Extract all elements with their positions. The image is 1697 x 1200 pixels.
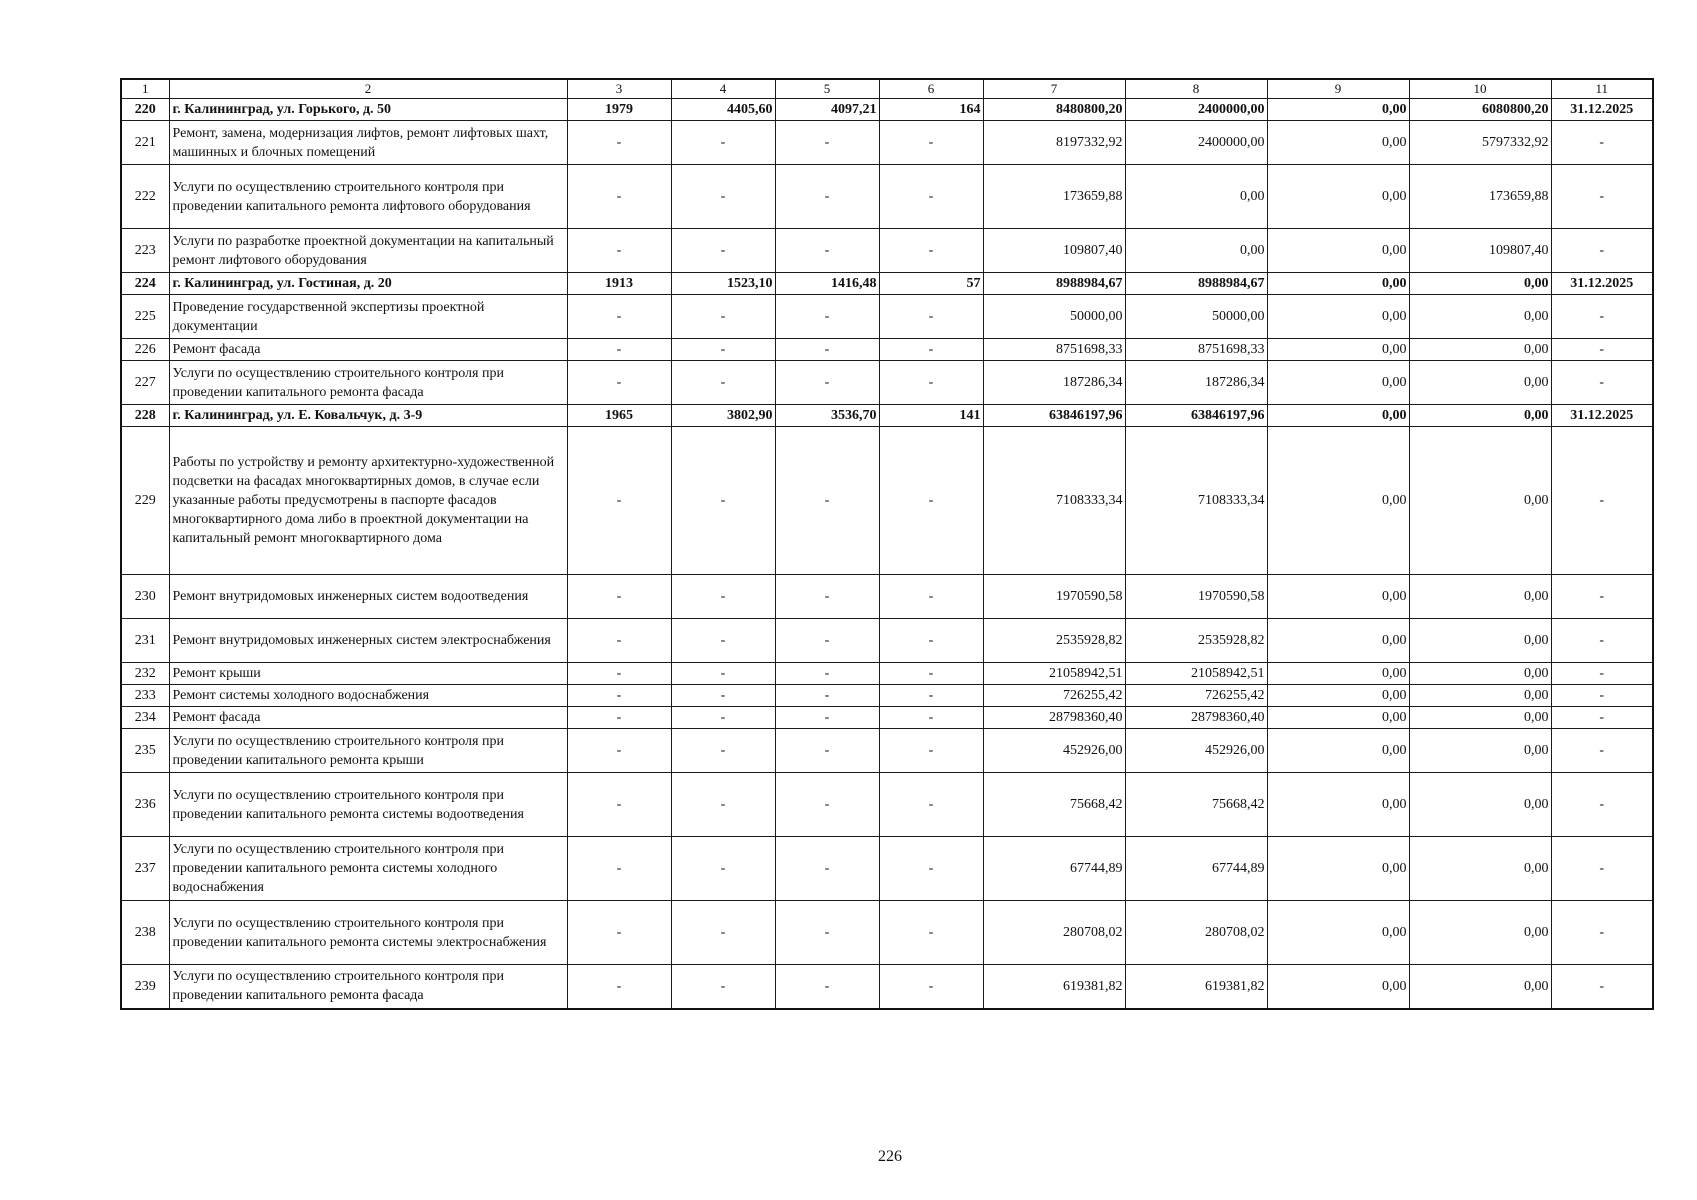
- budget-cost-cell: 0,00: [1267, 339, 1409, 361]
- fund-cost-cell: 28798360,40: [1125, 707, 1267, 729]
- work-item-row: [121, 619, 1653, 663]
- budget-cost-cell: 0,00: [1267, 729, 1409, 773]
- page-number: 226: [878, 1148, 902, 1165]
- column-number: 6: [879, 79, 983, 99]
- fund-cost-cell: 7108333,34: [1125, 427, 1267, 575]
- residential-area-cell: -: [775, 707, 879, 729]
- fund-cost-cell: 75668,42: [1125, 773, 1267, 837]
- column-number: 5: [775, 79, 879, 99]
- residents-count-cell: -: [879, 427, 983, 575]
- build-year-cell: -: [567, 295, 671, 339]
- work-description-cell: Услуги по осуществлению строительного контроля при проведении капитального ремонта фасада: [169, 361, 567, 405]
- residential-area-cell: -: [775, 901, 879, 965]
- build-year-cell: -: [567, 121, 671, 165]
- completion-date-cell: -: [1551, 575, 1653, 619]
- residents-count-cell: -: [879, 901, 983, 965]
- owner-cost-cell: 0,00: [1409, 901, 1551, 965]
- total-cost-cell: 50000,00: [983, 295, 1125, 339]
- budget-cost-cell: 0,00: [1267, 165, 1409, 229]
- residents-count-cell: -: [879, 663, 983, 685]
- work-description-cell: Услуги по осуществлению строительного контроля при проведении капитального ремонта системы холодного водоснабжения: [169, 837, 567, 901]
- work-item-row: [121, 663, 1653, 685]
- fund-cost-cell: 1970590,58: [1125, 575, 1267, 619]
- fund-cost-cell: 2535928,82: [1125, 619, 1267, 663]
- total-cost-cell: 280708,02: [983, 901, 1125, 965]
- address-row: [121, 273, 1653, 295]
- budget-cost-cell: 0,00: [1267, 427, 1409, 575]
- residential-area-cell: -: [775, 575, 879, 619]
- build-year-cell: -: [567, 685, 671, 707]
- address-row: [121, 405, 1653, 427]
- work-item-row: [121, 427, 1653, 575]
- total-area-cell: -: [671, 165, 775, 229]
- work-description-cell: Услуги по осуществлению строительного контроля при проведении капитального ремонта фасада: [169, 965, 567, 1009]
- residents-count-cell: -: [879, 295, 983, 339]
- work-description-cell: Ремонт системы холодного водоснабжения: [169, 685, 567, 707]
- fund-cost-cell: 0,00: [1125, 229, 1267, 273]
- residential-area-cell: -: [775, 663, 879, 685]
- work-description-cell: Ремонт фасада: [169, 707, 567, 729]
- owner-cost-cell: 0,00: [1409, 837, 1551, 901]
- total-area-cell: -: [671, 729, 775, 773]
- owner-cost-cell: 5797332,92: [1409, 121, 1551, 165]
- residential-area-cell: -: [775, 685, 879, 707]
- row-number-cell: 223: [121, 229, 169, 273]
- residents-count-cell: -: [879, 773, 983, 837]
- total-area-cell: -: [671, 707, 775, 729]
- document-sheet: [120, 78, 1654, 1010]
- column-number: 10: [1409, 79, 1551, 99]
- owner-cost-cell: 0,00: [1409, 405, 1551, 427]
- fund-cost-cell: 2400000,00: [1125, 99, 1267, 121]
- residents-count-cell: -: [879, 339, 983, 361]
- column-number: 1: [121, 79, 169, 99]
- work-item-row: [121, 165, 1653, 229]
- total-cost-cell: 63846197,96: [983, 405, 1125, 427]
- completion-date-cell: -: [1551, 361, 1653, 405]
- residents-count-cell: -: [879, 965, 983, 1009]
- total-area-cell: -: [671, 837, 775, 901]
- residents-count-cell: -: [879, 229, 983, 273]
- column-number: 9: [1267, 79, 1409, 99]
- fund-cost-cell: 619381,82: [1125, 965, 1267, 1009]
- work-item-row: [121, 229, 1653, 273]
- fund-cost-cell: 8988984,67: [1125, 273, 1267, 295]
- work-description-cell: Проведение государственной экспертизы проектной документации: [169, 295, 567, 339]
- completion-date-cell: -: [1551, 663, 1653, 685]
- total-area-cell: -: [671, 229, 775, 273]
- budget-cost-cell: 0,00: [1267, 121, 1409, 165]
- residential-area-cell: 3536,70: [775, 405, 879, 427]
- completion-date-cell: -: [1551, 339, 1653, 361]
- row-number-cell: 222: [121, 165, 169, 229]
- build-year-cell: -: [567, 165, 671, 229]
- budget-cost-cell: 0,00: [1267, 295, 1409, 339]
- residents-count-cell: -: [879, 575, 983, 619]
- total-cost-cell: 28798360,40: [983, 707, 1125, 729]
- owner-cost-cell: 0,00: [1409, 707, 1551, 729]
- work-description-cell: Ремонт крыши: [169, 663, 567, 685]
- completion-date-cell: -: [1551, 229, 1653, 273]
- build-year-cell: -: [567, 229, 671, 273]
- total-area-cell: -: [671, 663, 775, 685]
- work-description-cell: Работы по устройству и ремонту архитектурно-художественной подсветки на фасадах многоквартирных домов, в случае если указанные работы предусмотрены в паспорте фасадов многоквартирного дома либо в проектной документации на капитальный ремонт многоквартирного дома: [169, 427, 567, 575]
- total-area-cell: -: [671, 121, 775, 165]
- work-item-row: [121, 773, 1653, 837]
- residents-count-cell: -: [879, 361, 983, 405]
- completion-date-cell: -: [1551, 619, 1653, 663]
- column-number: 2: [169, 79, 567, 99]
- row-number-cell: 233: [121, 685, 169, 707]
- completion-date-cell: 31.12.2025: [1551, 273, 1653, 295]
- work-item-row: [121, 685, 1653, 707]
- work-description-cell: Услуги по осуществлению строительного контроля при проведении капитального ремонта лифтового оборудования: [169, 165, 567, 229]
- residential-area-cell: -: [775, 121, 879, 165]
- fund-cost-cell: 8751698,33: [1125, 339, 1267, 361]
- fund-cost-cell: 21058942,51: [1125, 663, 1267, 685]
- completion-date-cell: 31.12.2025: [1551, 405, 1653, 427]
- fund-cost-cell: 67744,89: [1125, 837, 1267, 901]
- residents-count-cell: -: [879, 685, 983, 707]
- completion-date-cell: -: [1551, 965, 1653, 1009]
- residential-area-cell: -: [775, 339, 879, 361]
- work-item-row: [121, 901, 1653, 965]
- fund-cost-cell: 63846197,96: [1125, 405, 1267, 427]
- residential-area-cell: -: [775, 361, 879, 405]
- work-description-cell: Услуги по осуществлению строительного контроля при проведении капитального ремонта системы электроснабжения: [169, 901, 567, 965]
- row-number-cell: 225: [121, 295, 169, 339]
- total-cost-cell: 8480800,20: [983, 99, 1125, 121]
- total-cost-cell: 21058942,51: [983, 663, 1125, 685]
- owner-cost-cell: 0,00: [1409, 663, 1551, 685]
- fund-cost-cell: 50000,00: [1125, 295, 1267, 339]
- fund-cost-cell: 280708,02: [1125, 901, 1267, 965]
- total-area-cell: 3802,90: [671, 405, 775, 427]
- work-description-cell: г. Калининград, ул. Гостиная, д. 20: [169, 273, 567, 295]
- fund-cost-cell: 452926,00: [1125, 729, 1267, 773]
- owner-cost-cell: 0,00: [1409, 427, 1551, 575]
- completion-date-cell: -: [1551, 707, 1653, 729]
- total-cost-cell: 67744,89: [983, 837, 1125, 901]
- total-area-cell: -: [671, 619, 775, 663]
- work-description-cell: Ремонт фасада: [169, 339, 567, 361]
- budget-cost-cell: 0,00: [1267, 707, 1409, 729]
- completion-date-cell: -: [1551, 165, 1653, 229]
- column-number-row: [121, 79, 1653, 99]
- build-year-cell: 1913: [567, 273, 671, 295]
- build-year-cell: -: [567, 427, 671, 575]
- owner-cost-cell: 0,00: [1409, 361, 1551, 405]
- work-item-row: [121, 339, 1653, 361]
- residential-area-cell: -: [775, 295, 879, 339]
- residents-count-cell: -: [879, 121, 983, 165]
- row-number-cell: 224: [121, 273, 169, 295]
- build-year-cell: -: [567, 773, 671, 837]
- owner-cost-cell: 173659,88: [1409, 165, 1551, 229]
- total-area-cell: -: [671, 685, 775, 707]
- completion-date-cell: -: [1551, 729, 1653, 773]
- total-cost-cell: 1970590,58: [983, 575, 1125, 619]
- work-description-cell: Ремонт, замена, модернизация лифтов, ремонт лифтовых шахт, машинных и блочных помещений: [169, 121, 567, 165]
- build-year-cell: -: [567, 965, 671, 1009]
- completion-date-cell: -: [1551, 773, 1653, 837]
- work-description-cell: Ремонт внутридомовых инженерных систем водоотведения: [169, 575, 567, 619]
- residential-area-cell: -: [775, 229, 879, 273]
- budget-cost-cell: 0,00: [1267, 619, 1409, 663]
- row-number-cell: 236: [121, 773, 169, 837]
- total-area-cell: -: [671, 427, 775, 575]
- budget-cost-cell: 0,00: [1267, 575, 1409, 619]
- budget-cost-cell: 0,00: [1267, 229, 1409, 273]
- work-description-cell: Услуги по осуществлению строительного контроля при проведении капитального ремонта системы водоотведения: [169, 773, 567, 837]
- build-year-cell: -: [567, 663, 671, 685]
- total-area-cell: 4405,60: [671, 99, 775, 121]
- budget-cost-cell: 0,00: [1267, 99, 1409, 121]
- row-number-cell: 239: [121, 965, 169, 1009]
- row-number-cell: 238: [121, 901, 169, 965]
- owner-cost-cell: 0,00: [1409, 619, 1551, 663]
- budget-cost-cell: 0,00: [1267, 273, 1409, 295]
- residential-area-cell: -: [775, 837, 879, 901]
- row-number-cell: 234: [121, 707, 169, 729]
- completion-date-cell: 31.12.2025: [1551, 99, 1653, 121]
- column-number: 8: [1125, 79, 1267, 99]
- residents-count-cell: 141: [879, 405, 983, 427]
- column-number: 3: [567, 79, 671, 99]
- row-number-cell: 220: [121, 99, 169, 121]
- build-year-cell: -: [567, 361, 671, 405]
- capital-repair-table: [120, 78, 1654, 1010]
- row-number-cell: 221: [121, 121, 169, 165]
- owner-cost-cell: 0,00: [1409, 965, 1551, 1009]
- build-year-cell: -: [567, 707, 671, 729]
- work-item-row: [121, 121, 1653, 165]
- column-number: 11: [1551, 79, 1653, 99]
- budget-cost-cell: 0,00: [1267, 405, 1409, 427]
- row-number-cell: 230: [121, 575, 169, 619]
- residents-count-cell: -: [879, 619, 983, 663]
- work-description-cell: г. Калининград, ул. Е. Ковальчук, д. 3-9: [169, 405, 567, 427]
- row-number-cell: 237: [121, 837, 169, 901]
- total-area-cell: -: [671, 901, 775, 965]
- residents-count-cell: -: [879, 165, 983, 229]
- total-cost-cell: 187286,34: [983, 361, 1125, 405]
- residential-area-cell: -: [775, 427, 879, 575]
- work-description-cell: Ремонт внутридомовых инженерных систем электроснабжения: [169, 619, 567, 663]
- work-description-cell: г. Калининград, ул. Горького, д. 50: [169, 99, 567, 121]
- row-number-cell: 227: [121, 361, 169, 405]
- completion-date-cell: -: [1551, 427, 1653, 575]
- row-number-cell: 232: [121, 663, 169, 685]
- row-number-cell: 229: [121, 427, 169, 575]
- work-item-row: [121, 729, 1653, 773]
- residents-count-cell: -: [879, 837, 983, 901]
- completion-date-cell: -: [1551, 121, 1653, 165]
- work-item-row: [121, 361, 1653, 405]
- work-description-cell: Услуги по осуществлению строительного контроля при проведении капитального ремонта крыши: [169, 729, 567, 773]
- row-number-cell: 235: [121, 729, 169, 773]
- total-cost-cell: 75668,42: [983, 773, 1125, 837]
- total-cost-cell: 109807,40: [983, 229, 1125, 273]
- build-year-cell: -: [567, 901, 671, 965]
- work-item-row: [121, 837, 1653, 901]
- total-cost-cell: 173659,88: [983, 165, 1125, 229]
- column-number: 4: [671, 79, 775, 99]
- owner-cost-cell: 109807,40: [1409, 229, 1551, 273]
- owner-cost-cell: 0,00: [1409, 729, 1551, 773]
- owner-cost-cell: 0,00: [1409, 685, 1551, 707]
- residents-count-cell: 57: [879, 273, 983, 295]
- fund-cost-cell: 2400000,00: [1125, 121, 1267, 165]
- owner-cost-cell: 0,00: [1409, 575, 1551, 619]
- completion-date-cell: -: [1551, 901, 1653, 965]
- residential-area-cell: 4097,21: [775, 99, 879, 121]
- residential-area-cell: 1416,48: [775, 273, 879, 295]
- residential-area-cell: -: [775, 965, 879, 1009]
- owner-cost-cell: 0,00: [1409, 339, 1551, 361]
- fund-cost-cell: 0,00: [1125, 165, 1267, 229]
- work-item-row: [121, 707, 1653, 729]
- build-year-cell: -: [567, 619, 671, 663]
- residential-area-cell: -: [775, 165, 879, 229]
- build-year-cell: -: [567, 729, 671, 773]
- total-cost-cell: 8751698,33: [983, 339, 1125, 361]
- budget-cost-cell: 0,00: [1267, 361, 1409, 405]
- budget-cost-cell: 0,00: [1267, 663, 1409, 685]
- work-item-row: [121, 295, 1653, 339]
- residential-area-cell: -: [775, 619, 879, 663]
- build-year-cell: -: [567, 575, 671, 619]
- total-area-cell: -: [671, 575, 775, 619]
- budget-cost-cell: 0,00: [1267, 773, 1409, 837]
- build-year-cell: 1965: [567, 405, 671, 427]
- residential-area-cell: -: [775, 773, 879, 837]
- total-cost-cell: 619381,82: [983, 965, 1125, 1009]
- owner-cost-cell: 6080800,20: [1409, 99, 1551, 121]
- work-item-row: [121, 575, 1653, 619]
- budget-cost-cell: 0,00: [1267, 901, 1409, 965]
- address-row: [121, 99, 1653, 121]
- total-cost-cell: 7108333,34: [983, 427, 1125, 575]
- total-area-cell: -: [671, 965, 775, 1009]
- row-number-cell: 231: [121, 619, 169, 663]
- total-area-cell: -: [671, 339, 775, 361]
- owner-cost-cell: 0,00: [1409, 273, 1551, 295]
- row-number-cell: 226: [121, 339, 169, 361]
- build-year-cell: -: [567, 339, 671, 361]
- column-number: 7: [983, 79, 1125, 99]
- build-year-cell: 1979: [567, 99, 671, 121]
- total-area-cell: -: [671, 361, 775, 405]
- residents-count-cell: 164: [879, 99, 983, 121]
- build-year-cell: -: [567, 837, 671, 901]
- completion-date-cell: -: [1551, 685, 1653, 707]
- residents-count-cell: -: [879, 729, 983, 773]
- fund-cost-cell: 726255,42: [1125, 685, 1267, 707]
- residential-area-cell: -: [775, 729, 879, 773]
- work-item-row: [121, 965, 1653, 1009]
- total-cost-cell: 8197332,92: [983, 121, 1125, 165]
- owner-cost-cell: 0,00: [1409, 773, 1551, 837]
- total-cost-cell: 726255,42: [983, 685, 1125, 707]
- total-cost-cell: 8988984,67: [983, 273, 1125, 295]
- budget-cost-cell: 0,00: [1267, 837, 1409, 901]
- total-cost-cell: 452926,00: [983, 729, 1125, 773]
- row-number-cell: 228: [121, 405, 169, 427]
- owner-cost-cell: 0,00: [1409, 295, 1551, 339]
- total-area-cell: -: [671, 295, 775, 339]
- work-description-cell: Услуги по разработке проектной документации на капитальный ремонт лифтового оборудования: [169, 229, 567, 273]
- total-cost-cell: 2535928,82: [983, 619, 1125, 663]
- fund-cost-cell: 187286,34: [1125, 361, 1267, 405]
- residents-count-cell: -: [879, 707, 983, 729]
- budget-cost-cell: 0,00: [1267, 685, 1409, 707]
- total-area-cell: -: [671, 773, 775, 837]
- budget-cost-cell: 0,00: [1267, 965, 1409, 1009]
- completion-date-cell: -: [1551, 837, 1653, 901]
- completion-date-cell: -: [1551, 295, 1653, 339]
- total-area-cell: 1523,10: [671, 273, 775, 295]
